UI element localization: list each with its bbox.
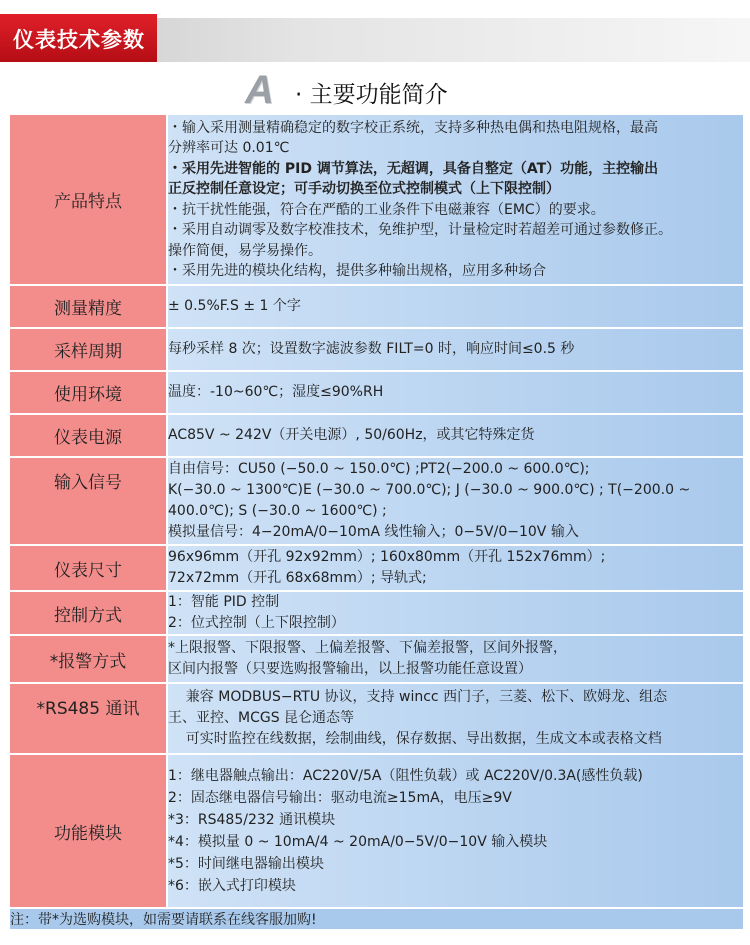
- spec-line: *3：RS485/232 通讯模块: [168, 812, 336, 828]
- spec-line: 模拟量信号：4−20mA/0−10mA 线性输入；0−5V/0−10V 输入: [168, 524, 579, 540]
- spec-value: [167, 285, 744, 328]
- spec-line: ± 0.5%F.S ± 1 个字: [168, 298, 301, 314]
- spec-label: *报警方式: [9, 635, 167, 683]
- spec-value: [167, 591, 744, 635]
- spec-line: 自由信号：CU50 (−50.0 ~ 150.0℃) ;PT2(−200.0 ~ 600.0℃);: [168, 461, 590, 477]
- spec-line: 温度：-10~60℃；湿度≤90%RH: [168, 384, 384, 400]
- spec-line: 可实时监控在线数据，绘制曲线，保存数据、导出数据，生成文本或表格文档: [168, 731, 662, 747]
- spec-row-sampling: [9, 328, 744, 371]
- spec-value: [167, 114, 744, 285]
- spec-value: [167, 328, 744, 371]
- spec-line: AC85V ~ 242V（开关电源）, 50/60Hz，或其它特殊定货: [168, 427, 535, 443]
- spec-line: 每秒采样 8 次；设置数字滤波参数 FILT=0 时，响应时间≤0.5 秒: [168, 341, 575, 357]
- spec-line: *上限报警、下限报警、上偏差报警、下偏差报警，区间外报警，: [168, 640, 567, 656]
- spec-line: *6：嵌入式打印模块: [168, 878, 296, 894]
- spec-line: 400.0℃); S (−30.0 ~ 1600℃) ;: [168, 503, 387, 519]
- spec-line: 王、亚控、MCGS 昆仑通态等: [168, 710, 355, 726]
- spec-label: *RS485 通讯: [9, 683, 167, 754]
- spec-row-modules: [9, 754, 744, 908]
- spec-label: 产品特点: [9, 114, 167, 285]
- spec-line: 2：位式控制（上下限控制）: [168, 615, 345, 631]
- spec-row-alarm: [9, 635, 744, 683]
- spec-label: 功能模块: [9, 754, 167, 908]
- spec-value: [167, 754, 744, 908]
- spec-label: 仪表电源: [9, 414, 167, 457]
- spec-line: 96x96mm（开孔 92x92mm）; 160x80mm（开孔 152x76mm）;: [168, 549, 606, 565]
- spec-label: 仪表尺寸: [9, 545, 167, 591]
- page-title: 仪表技术参数: [13, 28, 145, 52]
- spec-value: [167, 457, 744, 545]
- spec-row-rs485: [9, 683, 744, 754]
- spec-line: ・采用先进智能的 PID 调节算法，无超调，具备自整定（AT）功能，主控输出: [168, 160, 659, 177]
- page-header: [0, 0, 750, 66]
- spec-line: 1：继电器触点输出：AC220V/5A（阻性负载）或 AC220V/0.3A(感性负载): [168, 768, 643, 784]
- spec-label: 使用环境: [9, 371, 167, 414]
- spec-value: [167, 683, 744, 754]
- spec-line: 操作简便，易学易操作。: [168, 242, 322, 259]
- footnote: 注：带*为选购模块，如需要请联系在线客服加购!: [9, 908, 744, 930]
- spec-line: ・抗干扰性能强，符合在严酷的工业条件下电磁兼容（EMC）的要求。: [168, 201, 605, 218]
- section-letter: A: [245, 68, 274, 112]
- spec-value: [167, 371, 744, 414]
- spec-value: [167, 545, 744, 591]
- spec-line: ・采用先进的模块化结构，提供多种输出规格，应用多种场合: [168, 263, 546, 279]
- spec-line: 1：智能 PID 控制: [168, 594, 280, 610]
- spec-row-control: [9, 591, 744, 635]
- spec-line: *4：模拟量 0 ~ 10mA/4 ~ 20mA/0−5V/0−10V 输入模块: [168, 834, 548, 850]
- spec-line: 分辨率可达 0.01℃: [168, 140, 290, 156]
- spec-row-note: [9, 908, 744, 930]
- spec-label: 采样周期: [9, 328, 167, 371]
- spec-row-size: [9, 545, 744, 591]
- spec-row-power: [9, 414, 744, 457]
- section-title: · 主要功能简介: [295, 82, 448, 108]
- spec-value: [167, 635, 744, 683]
- spec-line: ・采用自动调零及数字校准技术，免维护型，计量检定时若超差可通过参数修正。: [168, 222, 672, 238]
- spec-row-features: [9, 114, 744, 285]
- spec-line: 2：固态继电器信号输出：驱动电流≥15mA，电压≥9V: [168, 790, 512, 806]
- spec-label: 输入信号: [9, 457, 167, 545]
- spec-value: [167, 414, 744, 457]
- spec-row-input-signal: [9, 457, 744, 545]
- spec-row-accuracy: [9, 285, 744, 328]
- spec-label: 测量精度: [9, 285, 167, 328]
- spec-line: K(−30.0 ~ 1300℃)E (−30.0 ~ 700.0℃); J (−30.0 ~ 900.0℃) ; T(−200.0 ~: [168, 482, 691, 498]
- spec-row-environment: [9, 371, 744, 414]
- spec-line: ・输入采用测量精确稳定的数字校正系统，支持多种热电偶和热电阻规格，最高: [168, 119, 658, 136]
- spec-line: 正反控制任意设定；可手动切换至位式控制模式（上下限控制）: [168, 181, 560, 197]
- spec-line: 72x72mm（开孔 68x68mm）; 导轨式;: [168, 570, 427, 586]
- spec-label: 控制方式: [9, 591, 167, 635]
- spec-line: 兼容 MODBUS−RTU 协议，支持 wincc 西门子，三菱、松下、欧姆龙、组态: [168, 689, 668, 705]
- spec-table: [8, 113, 745, 931]
- spec-line: *5：时间继电器输出模块: [168, 856, 324, 872]
- spec-line: 区间内报警（只要选购报警输出，以上报警功能任意设置）: [168, 661, 532, 677]
